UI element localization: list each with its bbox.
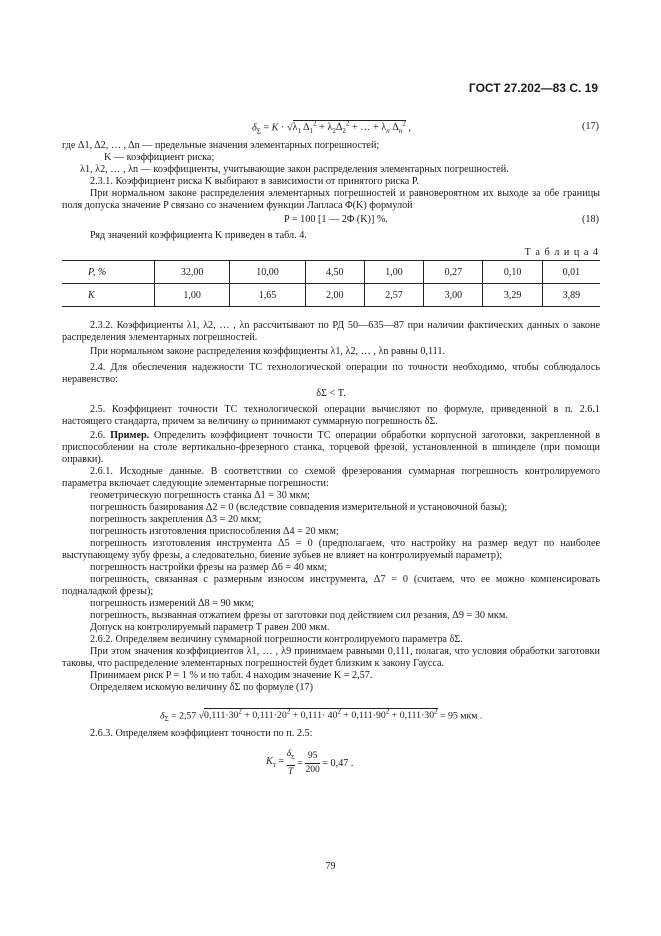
formula-18: P = 100 [1 — 2Φ (K)] %. [284,214,388,225]
paragraph-2-5: 2.5. Коэффициент точности ТС технологической операции вычисляют по формуле, приведенной в п. 2.6.1 настоящего стандарта, причем за величину ω принимают суммарную погрешность δΣ. [62,404,600,428]
example-label: Пример. [110,430,150,441]
paragraph-2-6-2: 2.6.2. Определяем величину суммарной погрешности контролируемого параметра δΣ. [90,634,463,645]
tolerance-line: Допуск на контролируемый параметр T равен 200 мкм. [90,622,330,633]
error-item: погрешность измерений Δ8 = 90 мкм; [90,598,254,609]
table-cell: 0,27 [424,261,483,284]
calculation-formula: $\delta_\Sigma = 2,57$ $√0,111\cdot 30^2 + 0,111\cdot 20^2 + 0,111\cdot 40^2 + 0,111\cdot 90^2 + 0,111\cdot 30^2 = 95$ мкм . [160,708,483,724]
table-cell: 1,00 [364,261,423,284]
row-label-k: K [62,284,155,307]
table-row-k [62,284,600,307]
table-cell: 3,00 [424,284,483,307]
error-item: погрешность закрепления Δ3 = 20 мкм; [90,514,262,525]
paragraph-2-3-1: 2.3.1. Коэффициент риска K выбирают в зависимости от принятого риска P. [90,176,419,187]
error-item: погрешность базирования Δ2 = 0 (вследствие совпадения измерительной и установочной базы); [90,502,508,513]
paragraph-normal-law: При нормальном законе распределения элементарных погрешностей и равновероятном их выходе за обе границы поля допуска значение P связано со значением функции Лапласа Φ(K) формулой [62,188,600,212]
paragraph-2-6-3: 2.6.3. Определяем коэффициент точности по п. 2.5: [90,728,313,739]
table-cell: 10,00 [230,261,305,284]
example-number: 2.6. [90,430,106,441]
error-item: погрешность изготовления приспособления Δ4 = 20 мкм; [90,526,339,537]
page-header: ГОСТ 27.202—83 С. 19 [468,81,598,95]
table-cell: 2,57 [364,284,423,307]
paragraph-2-3-2: 2.3.2. Коэффициенты λ1, λ2, … , λn рассчитывают по РД 50—635—87 при наличии фактических данных о законе распределения элементарных погрешностей. [62,320,600,344]
table-cell: 1,65 [230,284,305,307]
error-item: погрешность, связанная с размерным износом инструмента, Δ7 = 0 (считаем, что ее можно компенсировать подналадкой фрезы); [62,574,600,598]
paragraph-risk: Принимаем риск P = 1 % и по табл. 4 находим значение K = 2,57. [90,670,373,681]
table-cell: 4,50 [305,261,364,284]
table-cell: 2,00 [305,284,364,307]
table-cell: 0,10 [483,261,542,284]
formula-18-number: (18) [582,214,599,225]
paragraph-table-ref: Ряд значений коэффициента K приведен в табл. 4. [90,230,307,241]
inequality: δΣ < T. [316,388,346,399]
example-text: Определить коэффициент точности ТС операции обработки корпусной заготовки, закрепленной в приспособлении на столе вертикально-фрезерного станка, торцевой фрезой, установленной в шпинделе (при помощи оправки). [62,430,601,466]
error-item: погрешность настройки фрезы на размер Δ6 = 40 мкм; [90,562,328,573]
paragraph-2-6-1: 2.6.1. Исходные данные. В соответствии со схемой фрезерования суммарная погрешность контролируемого параметра включает следующие элементарные погрешности: [62,466,600,490]
lambda-definition: λ1, λ2, … , λn — коэффициенты, учитывающие закон распределения элементарных погрешностей. [80,164,509,175]
table-cell: 3,89 [542,284,600,307]
formula-17-number: (17) [582,121,599,132]
kt-formula: $K_т$ = $\frac{\delta_\Sigma}{T}$ = $\frac{95}{200}$ = 0,47 . [266,749,354,777]
paragraph-2-4: 2.4. Для обеспечения надежности ТС технологической операции по точности необходимо, чтобы соблюдалось неравенство: [62,362,600,386]
table-cell: 32,00 [155,261,230,284]
row-label-p: P, % [62,261,155,284]
table-row-p [62,261,600,284]
table-4 [62,260,600,307]
error-item: погрешность изготовления инструмента Δ5 = 0 (предполагаем, что настройку на размер ведут по наиболее выступающему зубу фрезы, а следовательно, биение зубьев не влияет на контролируемый параметр); [62,538,600,562]
page-number: 79 [325,861,336,872]
paragraph-normal-law-2: При нормальном законе распределения коэффициенты λ1, λ2, … , λn равны 0,111. [90,346,446,357]
where-line: где Δ1, Δ2, … , Δn — предельные значения элементарных погрешностей; [62,140,380,151]
formula-17: $\delta_\Sigma = K \cdot √\lambda_1$ $\Delta_1^2 + \lambda_2\Delta_2^2$ + … + $\lambda_n$ $\Delta_n^2$ , [252,120,411,136]
k-definition: K — коэффициент риска; [104,152,215,163]
paragraph-determine: Определяем искомую величину δΣ по формуле (17) [90,682,313,693]
error-item: погрешность, вызванная отжатием фрезы от заготовки под действием сил резания, Δ9 = 30 мкм. [90,610,508,621]
table-cell: 0,01 [542,261,600,284]
table-cell: 1,00 [155,284,230,307]
error-item: геометрическую погрешность станка Δ1 = 30 мкм; [90,490,311,501]
table-caption: Т а б л и ц а 4 [524,247,599,258]
paragraph-2-6-2-coeffs: При этом значения коэффициентов λ1, … , λ9 принимаем равными 0,111, полагая, что условия обработки заготовки таковы, что распределение элементарных погрешностей будет близким к закону Гаусса. [62,646,600,670]
paragraph-2-6 [62,430,600,467]
table-cell: 3,29 [483,284,542,307]
